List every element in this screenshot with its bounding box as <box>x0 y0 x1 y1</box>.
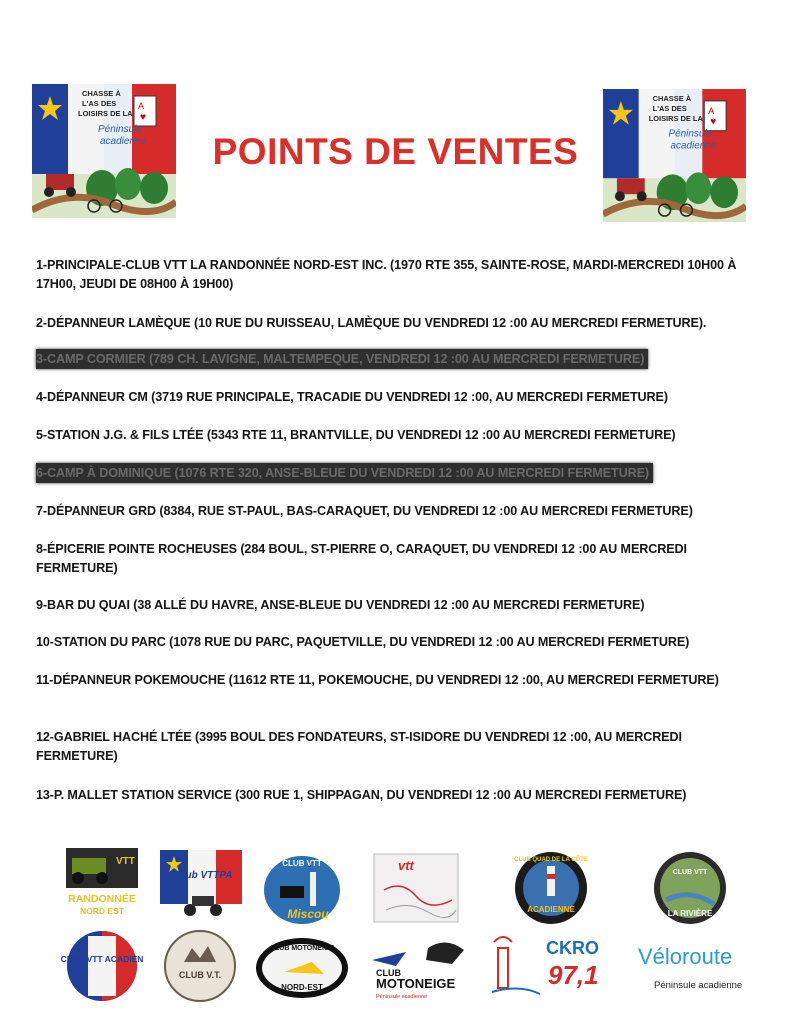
svg-text:CLUB MOTONEIGE: CLUB MOTONEIGE <box>269 945 335 952</box>
ckro-logo-icon <box>490 928 614 1004</box>
svg-text:♥: ♥ <box>710 116 717 128</box>
list-item: 12-GABRIEL HACHÉ LTÉE (3995 BOUL DES FONDATEURS, ST-ISIDORE DU VENDREDI 12 :00, AU MERCREDI FERMETURE) <box>36 730 682 763</box>
snowmobile-logo-icon <box>254 932 350 1008</box>
list-item: 5-STATION J.G. & FILS LTÉE (5343 RTE 11, BRANTVILLE, DU VENDREDI 12 :00 AU MERCREDI FERMETURE) <box>36 428 676 442</box>
poster-line2: L'AS DES <box>82 99 117 108</box>
list-item-redacted: 3-CAMP CORMIER (789 CH. LAVIGNE, MALTEMPEQUE, VENDREDI 12 :00 AU MERCREDI FERMETURE) <box>36 350 756 369</box>
svg-text:RANDONNÉE: RANDONNÉE <box>68 893 136 905</box>
sponsor-logos <box>0 840 791 1024</box>
chasse-as-poster-icon <box>603 89 746 222</box>
svg-text:97,1: 97,1 <box>548 960 599 990</box>
svg-text:♥: ♥ <box>140 112 146 123</box>
miscou-logo-icon <box>258 850 346 926</box>
list-item: 13-P. MALLET STATION SERVICE (300 RUE 1, SHIPPAGAN, DU VENDREDI 12 :00 AU MERCREDI FERMETURE) <box>36 788 687 802</box>
ckro-radio-logo <box>490 928 614 1004</box>
svg-text:vtt: vtt <box>398 858 414 873</box>
list-item: 11-DÉPANNEUR POKEMOUCHE (11612 RTE 11, POKEMOUCHE, DU VENDREDI 12 :00, AU MERCREDI FERMETURE) <box>36 673 719 687</box>
list-item-redacted: 6-CAMP À DOMINIQUE (1076 RTE 320, ANSE-BLEUE DU VENDREDI 12 :00 AU MERCREDI FERMETURE) <box>36 464 756 483</box>
svg-text:Péninsule acadienne: Péninsule acadienne <box>654 980 743 991</box>
svg-text:CLUB VTT: CLUB VTT <box>282 859 322 868</box>
list-item: 2-DÉPANNEUR LAMÈQUE (10 RUE DU RUISSEAU, LAMÈQUE DU VENDREDI 12 :00 AU MERCREDI FERMETURE). <box>36 316 707 330</box>
club-vttpa-logo <box>156 844 244 920</box>
vtt-lameque-logo <box>372 850 460 926</box>
list-item: 8-ÉPICERIE POINTE ROCHEUSES (284 BOUL, ST-PIERRE O, CARAQUET, DU VENDREDI 12 :00 AU MERCREDI FERMETURE) <box>36 542 687 575</box>
club-vtt-acadien-logo <box>58 928 146 1004</box>
poster-line5: acadienne <box>670 140 717 152</box>
svg-text:Péninsule acadienne: Péninsule acadienne <box>376 994 428 1000</box>
svg-text:Club VTTPA: Club VTTPA <box>175 870 233 881</box>
svg-text:CLUB V.T.: CLUB V.T. <box>178 970 222 980</box>
svg-text:LA RIVIÈRE: LA RIVIÈRE <box>667 909 713 918</box>
svg-text:A: A <box>138 101 145 111</box>
club-motoneige-nord-est-logo <box>254 932 350 1008</box>
poster-line3: LOISIRS DE LA <box>648 113 703 123</box>
atv-logo-icon <box>58 844 146 920</box>
acadian-circle-logo-icon <box>58 928 146 1004</box>
club-motoneige-logo <box>366 930 470 1006</box>
club-vtt-miscou-logo <box>258 850 346 926</box>
poster-line1: CHASSE À <box>82 89 121 98</box>
club-vt-circle-icon <box>156 928 244 1004</box>
list-item: 7-DÉPANNEUR GRD (8384, RUE ST-PAUL, BAS-CARAQUET, DU VENDREDI 12 :00 AU MERCREDI FERMETURE) <box>36 504 693 518</box>
svg-text:CLUB: CLUB <box>376 968 401 978</box>
svg-text:Véloroute: Véloroute <box>638 944 733 969</box>
club-vt-logo <box>156 928 244 1004</box>
map-logo-icon <box>372 850 460 926</box>
header <box>0 0 791 230</box>
poster-line4: Péninsule <box>668 128 713 140</box>
veloroute-icon <box>634 930 760 1006</box>
svg-text:CKRO: CKRO <box>546 938 599 958</box>
lighthouse-logo-icon <box>507 848 595 924</box>
svg-text:Miscou: Miscou <box>287 907 329 921</box>
veloroute-logo <box>634 930 760 1006</box>
svg-text:CLUB VTT: CLUB VTT <box>672 869 708 876</box>
svg-text:NORD EST: NORD EST <box>80 906 124 916</box>
list-item: 10-STATION DU PARC (1078 RUE DU PARC, PAQUETVILLE, DU VENDREDI 12 :00 AU MERCREDI FERMETURE) <box>36 635 690 649</box>
club-vtt-la-riviere-logo <box>646 848 734 924</box>
poster-line4: Péninsule <box>98 124 142 135</box>
club-quad-cote-acadienne-logo <box>507 848 595 924</box>
acadian-flag-logo-icon <box>156 844 244 920</box>
svg-text:CLUB VTT ACADIEN: CLUB VTT ACADIEN <box>60 954 144 964</box>
list-item: 4-DÉPANNEUR CM (3719 RUE PRINCIPALE, TRACADIE DU VENDREDI 12 :00, AU MERCREDI FERMETURE) <box>36 390 668 404</box>
list-item: 9-BAR DU QUAI (38 ALLÉ DU HAVRE, ANSE-BLEUE DU VENDREDI 12 :00 AU MERCREDI FERMETURE) <box>36 598 645 612</box>
club-motoneige-icon <box>366 930 470 1006</box>
poster-image-right <box>603 89 746 222</box>
svg-text:MOTONEIGE: MOTONEIGE <box>376 976 456 991</box>
svg-text:NORD-EST: NORD-EST <box>281 983 323 992</box>
poster-line2: L'AS DES <box>652 103 687 113</box>
poster-line1: CHASSE À <box>652 93 692 103</box>
poster-line3: LOISIRS DE LA <box>78 109 133 118</box>
river-logo-icon <box>646 848 734 924</box>
page-title: POINTS DE VENTES <box>212 131 579 172</box>
vtt-randonnee-logo <box>58 844 146 920</box>
svg-text:CLUB QUAD DE LA CÔTE: CLUB QUAD DE LA CÔTE <box>514 857 588 863</box>
svg-text:ACADIENNE: ACADIENNE <box>527 905 575 914</box>
poster-line5: acadienne <box>100 136 147 147</box>
list-item: 1-PRINCIPALE-CLUB VTT LA RANDONNÉE NORD-EST INC. (1970 RTE 355, SAINTE-ROSE, MARDI-MERCREDI 10H00 À 17H00, JEUDI DE 08H00 À 19H00) <box>36 258 737 291</box>
svg-text:VTT: VTT <box>116 856 135 867</box>
svg-text:A: A <box>708 105 715 116</box>
